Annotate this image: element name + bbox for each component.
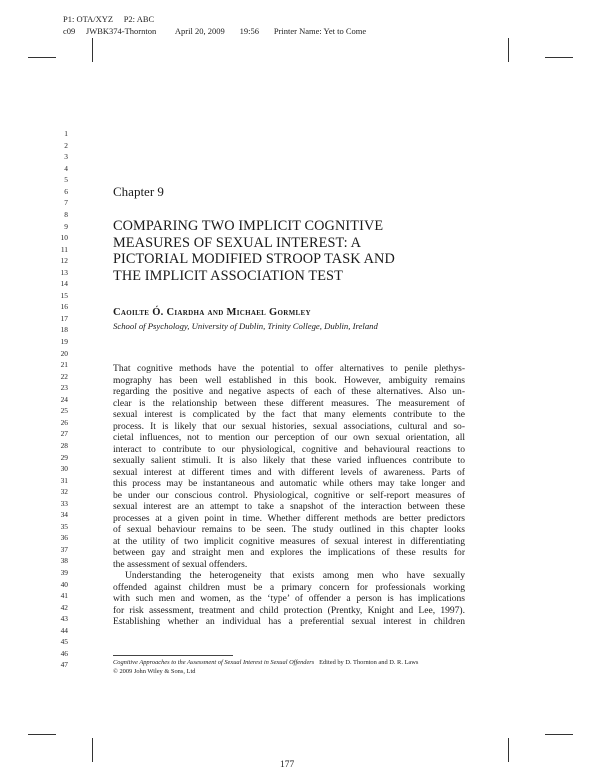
line-number: 23: [60, 383, 68, 392]
line-number: 13: [60, 268, 68, 277]
body-line: regarding the positive and negative aspects of each of these alternatives. Also un-: [113, 386, 465, 398]
body-line: Establishing whether an individual has a preferential sexual interest in children: [113, 616, 465, 628]
crop-mark-top-right-h: [545, 57, 573, 58]
title-line: COMPARING TWO IMPLICIT COGNITIVE: [113, 218, 384, 234]
crop-mark-top-right-v: [508, 38, 509, 62]
line-number: 43: [60, 614, 68, 623]
line-number: 27: [60, 429, 68, 438]
crop-mark-bottom-right-h: [545, 734, 573, 735]
line-number: 28: [60, 441, 68, 450]
body-line: between gay and straight men and explores the implications of these results for: [113, 547, 465, 559]
line-number: 45: [60, 637, 68, 646]
line-number: 42: [60, 603, 68, 612]
body-line: clear is the relationship between these different measures. The measurement of: [113, 397, 465, 409]
crop-mark-top-left-v: [92, 38, 93, 62]
body-line: processes at a given point in time. Whether different methods are better predictors: [113, 512, 465, 524]
line-number: 18: [60, 325, 68, 334]
line-number: 32: [60, 487, 68, 496]
crop-mark-bottom-left-h: [28, 734, 56, 735]
body-line: sexual interest at different times and with different levels of awareness. Parts of: [113, 466, 465, 478]
title-line: THE IMPLICIT ASSOCIATION TEST: [113, 267, 343, 284]
body-line: for risk assessment, treatment and child protection (Prentky, Knight and Lee, 1997).: [113, 604, 465, 616]
line-number: 47: [60, 660, 68, 669]
line-number: 34: [60, 510, 68, 519]
title-line: MEASURES OF SEXUAL INTEREST: A: [113, 234, 362, 251]
line-number: 8: [64, 210, 68, 219]
body-line: cietal influences, not to mention our perception of our own sexual orientation, all: [113, 432, 465, 444]
body-line: be under our conscious control. Physiological, cognitive or self-report measures of: [113, 489, 465, 501]
body-line: of sexual behaviour remains to be seen. The study outlined in this chapter looks: [113, 524, 465, 536]
line-number: 39: [60, 568, 68, 577]
header-line-2: c09 JWBK374-Thornton April 20, 2009 19:56 Printer Name: Yet to Come: [63, 26, 367, 36]
body-text: [113, 363, 465, 628]
body-line: with such men and women, as the ‘type’ of offender a person is has implications: [113, 593, 465, 605]
line-number: 40: [60, 580, 68, 589]
header-line-1: P1: OTA/XYZ P2: ABC: [63, 14, 155, 24]
body-line: at the utility of two implicit cognitive measures of sexual interest in differentiating: [113, 535, 465, 547]
line-number: 3: [64, 152, 68, 161]
line-number: 46: [60, 649, 68, 658]
chapter-title: [113, 218, 473, 284]
line-number: 10: [60, 233, 68, 242]
line-number: 4: [64, 164, 68, 173]
body-line: sexual interest are an attempt to take a snapshot of the interaction between these: [113, 501, 465, 513]
line-number: 12: [60, 256, 68, 265]
line-number: 2: [64, 141, 68, 150]
body-line: offended against children must be a primary concern for professionals working: [113, 581, 465, 593]
line-number: 24: [60, 395, 68, 404]
body-line: interact to contribute to our physiological, cognitive and behavioural reactions to: [113, 443, 465, 455]
line-number: 35: [60, 522, 68, 531]
page-number: 177: [280, 760, 295, 770]
line-number: 38: [60, 556, 68, 565]
line-number: 36: [60, 533, 68, 542]
line-number: 17: [60, 314, 68, 323]
editors: Edited by D. Thornton and D. R. Laws: [319, 659, 419, 666]
body-line: sexual interest is complicated by the fact that many elements contribute to the: [113, 409, 465, 421]
title-line: PICTORIAL MODIFIED STROOP TASK AND: [113, 251, 395, 268]
line-number: 15: [60, 291, 68, 300]
body-line: mography has been well established in this book. However, ambiguity remains: [113, 374, 465, 386]
body-line: the assessment of sexual offenders.: [113, 558, 248, 570]
body-line: process. It is likely that our sexual histories, sexual associations, cultural and so-: [113, 420, 465, 432]
line-number: 5: [64, 175, 68, 184]
body-line: this process may be instantaneous and automatic while others may take longer and: [113, 478, 465, 490]
footnote-line-1: [113, 659, 418, 668]
line-number: 30: [60, 464, 68, 473]
line-number: 41: [60, 591, 68, 600]
crop-mark-bottom-right-v: [508, 738, 509, 762]
crop-mark-top-left-h: [28, 57, 56, 58]
body-line: That cognitive methods have the potential to offer alternatives to penile plethys-: [113, 363, 465, 374]
line-number: 37: [60, 545, 68, 554]
line-number: 44: [60, 626, 68, 635]
body-line: sexually salient stimuli. It is also likely that these varied influences contribute to: [113, 455, 465, 467]
line-number: 31: [60, 476, 68, 485]
chapter-label: Chapter 9: [113, 184, 164, 199]
line-number: 29: [60, 453, 68, 462]
line-number: 11: [60, 245, 68, 254]
line-number: 26: [60, 418, 68, 427]
footnote-rule: [113, 655, 233, 656]
affiliation: School of Psychology, University of Dublin, Trinity College, Dublin, Ireland: [113, 321, 378, 331]
book-title: Cognitive Approaches to the Assessment of Sexual Interest in Sexual Offenders: [113, 659, 315, 666]
footnote: [113, 659, 418, 676]
line-number: 7: [64, 198, 68, 207]
line-number: 19: [60, 337, 68, 346]
line-number: 20: [60, 349, 68, 358]
copyright: © 2009 John Wiley & Sons, Ltd: [113, 667, 196, 675]
line-number: 16: [60, 302, 68, 311]
line-number: 22: [60, 372, 68, 381]
line-number: 21: [60, 360, 68, 369]
line-number: 25: [60, 406, 68, 415]
line-number: 1: [64, 129, 68, 138]
line-number: 14: [60, 279, 68, 288]
line-number: 33: [60, 499, 68, 508]
body-line: Understanding the heterogeneity that exists among men who have sexually: [125, 570, 465, 582]
authors: Caoilte Ó. Ciardha and Michael Gormley: [113, 307, 311, 318]
crop-mark-bottom-left-v: [92, 738, 93, 762]
line-number: 9: [64, 222, 68, 231]
line-number: 6: [64, 187, 68, 196]
